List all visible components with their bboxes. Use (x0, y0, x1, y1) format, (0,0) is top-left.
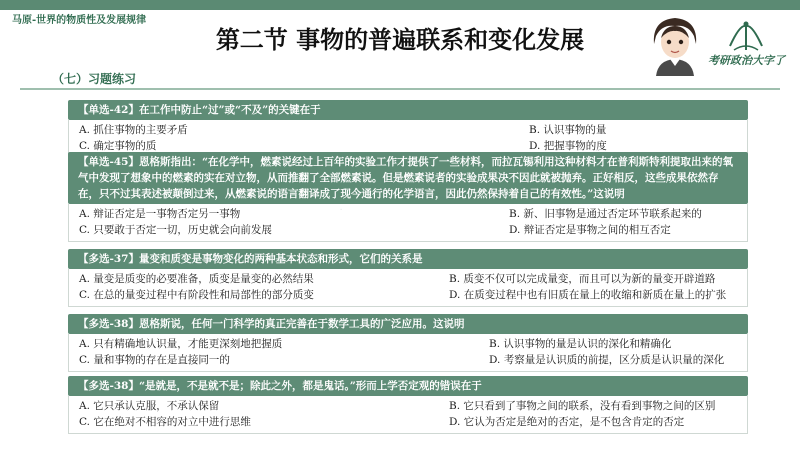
question-stem: 【单选-45】恩格斯指出：“在化学中，燃素说经过上百年的实验工作才提供了一些材料，而拉瓦锡利用这种材料才在普利斯特利提取出来的氧气中发现了想象中的燃素的实在对立物，从而推翻了全部燃素说。但是燃素说者的实验成果决不因此就被抛弃。正好相反，这些成果依然存在，只不过其表述被颠倒过来，从燃素说的语言翻译成了现今通行的化学语言，因此仍然保持着自己的有效性。”这说明 (68, 152, 748, 204)
option-b[interactable]: B. 新、旧事物是通过否定环节联系起来的 (509, 208, 702, 220)
option-c[interactable]: C. 量和事物的存在是直接同一的 (79, 354, 230, 366)
option-d[interactable]: D. 辩证否定是事物之间的相互否定 (509, 224, 671, 236)
option-d[interactable]: D. 把握事物的度 (529, 140, 607, 152)
option-d[interactable]: D. 它认为否定是绝对的否定，是不包含肯定的否定 (449, 416, 685, 428)
question-stem: 【多选-38】恩格斯说，任何一门科学的真正完善在于数学工具的广泛应用。这说明 (68, 314, 748, 334)
option-c[interactable]: C. 在总的量变过程中有阶段性和局部性的部分质变 (79, 289, 314, 301)
watermark: · (337, 205, 345, 214)
course-title: 马原-世界的物质性及发展规律 (12, 15, 147, 26)
question-stem: 【单选-42】在工作中防止“过”或“不及”的关键在于 (68, 100, 748, 120)
section-divider (20, 88, 780, 90)
option-a[interactable]: A. 它只承认克服，不承认保留 (79, 400, 220, 412)
question-card (68, 376, 748, 434)
option-d[interactable]: D. 考察量是认识质的前提，区分质是认识量的深化 (489, 354, 725, 366)
options-list (68, 269, 748, 307)
top-accent-bar (0, 0, 800, 10)
option-b[interactable]: B. 认识事物的量是认识的深化和精确化 (489, 338, 672, 350)
page-title: 第二节 事物的普遍联系和变化发展 (215, 25, 585, 54)
options-list (68, 396, 748, 434)
option-b[interactable]: B. 质变不仅可以完成量变，而且可以为新的量变开辟道路 (449, 273, 716, 285)
brand-text: 考研政治大字了 (708, 54, 785, 67)
section-label: （七）习题练习 (52, 72, 137, 86)
options-list (68, 334, 748, 372)
question-card (68, 152, 748, 242)
option-c[interactable]: C. 确定事物的质 (79, 140, 157, 152)
option-a[interactable]: A. 只有精确地认识量，才能更深刻地把握质 (79, 338, 283, 350)
question-card (68, 100, 748, 158)
option-a[interactable]: A. 辩证否定是一事物否定另一事物 (79, 208, 241, 220)
question-card (68, 314, 748, 372)
options-list (68, 204, 748, 242)
option-a[interactable]: A. 量变是质变的必要准备，质变是量变的必然结果 (79, 273, 314, 285)
question-stem: 【多选-37】量变和质变是事物变化的两种基本状态和形式，它们的关系是 (68, 249, 748, 269)
option-c[interactable]: C. 它在绝对不相容的对立中进行思维 (79, 416, 251, 428)
option-c[interactable]: C. 只要敢于否定一切，历史就会向前发展 (79, 224, 272, 236)
question-card (68, 249, 748, 307)
option-b[interactable]: B. 它只看到了事物之间的联系，没有看到事物之间的区别 (449, 400, 716, 412)
option-b[interactable]: B. 认识事物的量 (529, 124, 607, 136)
option-a[interactable]: A. 抓住事物的主要矛盾 (79, 124, 188, 136)
question-stem: 【多选-38】“是就是，不是就不是；除此之外，都是鬼话。”形而上学否定观的错误在于 (68, 376, 748, 396)
option-d[interactable]: D. 在质变过程中也有旧质在量上的收缩和新质在量上的扩张 (449, 289, 727, 301)
teacher-avatar (648, 14, 702, 76)
